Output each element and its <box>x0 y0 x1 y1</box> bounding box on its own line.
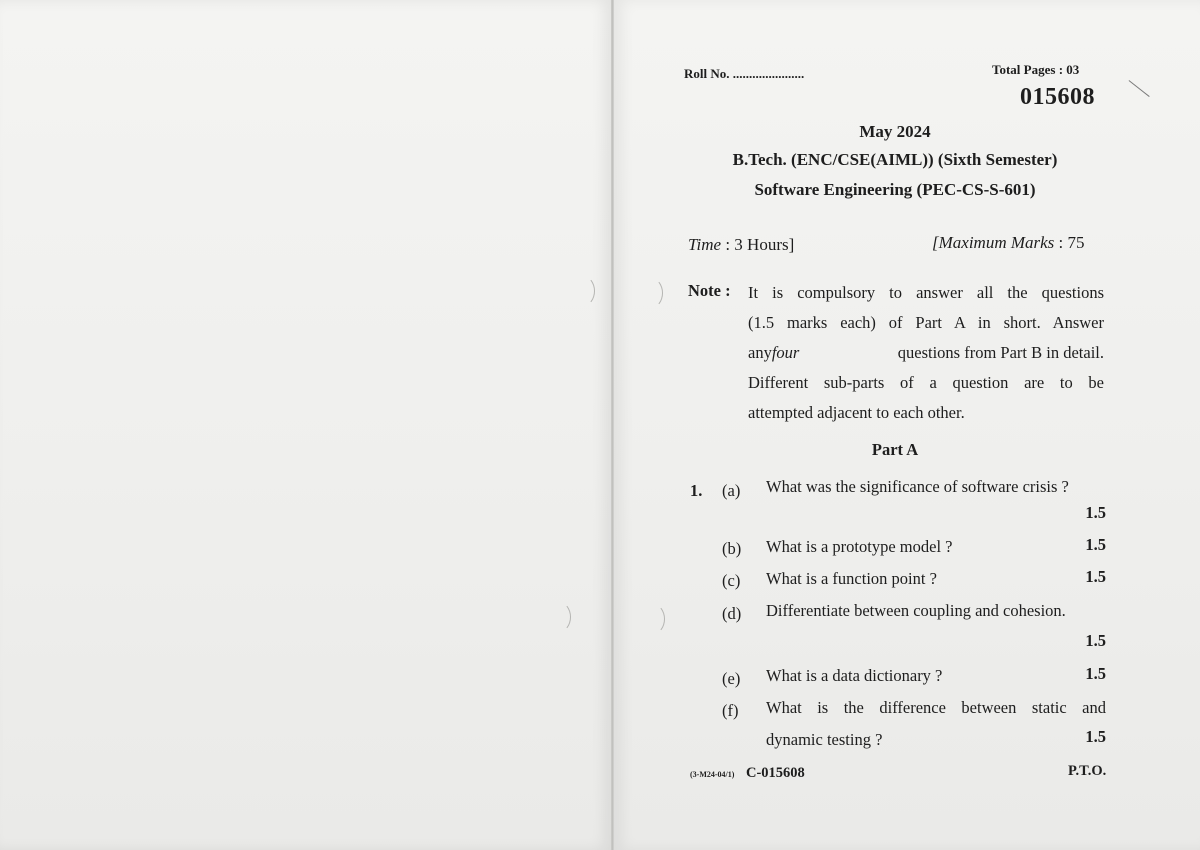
note-line: attempted adjacent to each other. <box>748 403 965 422</box>
note-line: (1.5 marks each) of Part A in short. Answer <box>748 313 1104 332</box>
print-code: (3-M24-04/1) <box>690 770 735 779</box>
subquestion-marks: 1.5 <box>1085 631 1106 650</box>
subquestion-text: What was the significance of software crisis ? <box>766 477 1069 496</box>
note-line: It is compulsory to answer all the questions <box>748 283 1104 302</box>
note-label: Note : <box>688 281 731 300</box>
exam-session: May 2024 <box>859 122 931 141</box>
time-label: Time <box>688 235 722 254</box>
pto-label: P.T.O. <box>1068 763 1107 779</box>
subquestion-marks: 1.5 <box>1085 727 1106 746</box>
subquestion-label: (f) <box>722 701 739 720</box>
subquestion-text: What is a function point ? <box>766 569 937 588</box>
subquestion-marks: 1.5 <box>1085 535 1106 554</box>
note-line: Different sub-parts of a question are to be <box>748 373 1104 392</box>
maximum-marks <box>932 233 1085 253</box>
subquestion-text: What is a data dictionary ? <box>766 666 943 685</box>
max-marks-value: : 75 <box>1058 233 1085 252</box>
series-code: C-015608 <box>746 765 805 781</box>
subquestion-label: (c) <box>722 571 741 590</box>
subquestion-text: Differentiate between coupling and cohesion. <box>766 601 1066 620</box>
course-title: Software Engineering (PEC-CS-S-601) <box>754 180 1036 199</box>
roll-number: Roll No. ...................... <box>684 66 805 81</box>
note-line <box>748 338 1104 368</box>
note-emphasis: four <box>771 343 800 362</box>
subquestion-text: What is the difference between static and <box>766 698 1106 717</box>
subquestion-text: What is a prototype model ? <box>766 537 953 556</box>
programme-title: B.Tech. (ENC/CSE(AIML)) (Sixth Semester) <box>732 150 1058 169</box>
part-a-heading: Part A <box>871 440 919 459</box>
max-marks-label: [Maximum Marks <box>932 233 1055 252</box>
subquestion-label: (e) <box>722 669 741 688</box>
subquestion-label: (b) <box>722 539 742 558</box>
total-pages: Total Pages : 03 <box>992 62 1080 77</box>
note-word: any <box>748 343 772 362</box>
time-value: : 3 Hours] <box>725 235 795 254</box>
subquestion-marks: 1.5 <box>1085 503 1106 522</box>
subquestion-label: (a) <box>722 481 741 500</box>
paper-code: 015608 <box>1020 84 1095 110</box>
subquestion-label: (d) <box>722 604 742 623</box>
note-word: questions from Part B in detail. <box>897 343 1104 362</box>
subquestion-marks: 1.5 <box>1085 567 1106 586</box>
time-allowed <box>688 235 794 255</box>
subquestion-marks: 1.5 <box>1085 664 1106 683</box>
question-number: 1. <box>690 481 703 500</box>
note-instructions <box>748 278 1104 428</box>
subquestion-text-continued: dynamic testing ? <box>766 730 883 749</box>
